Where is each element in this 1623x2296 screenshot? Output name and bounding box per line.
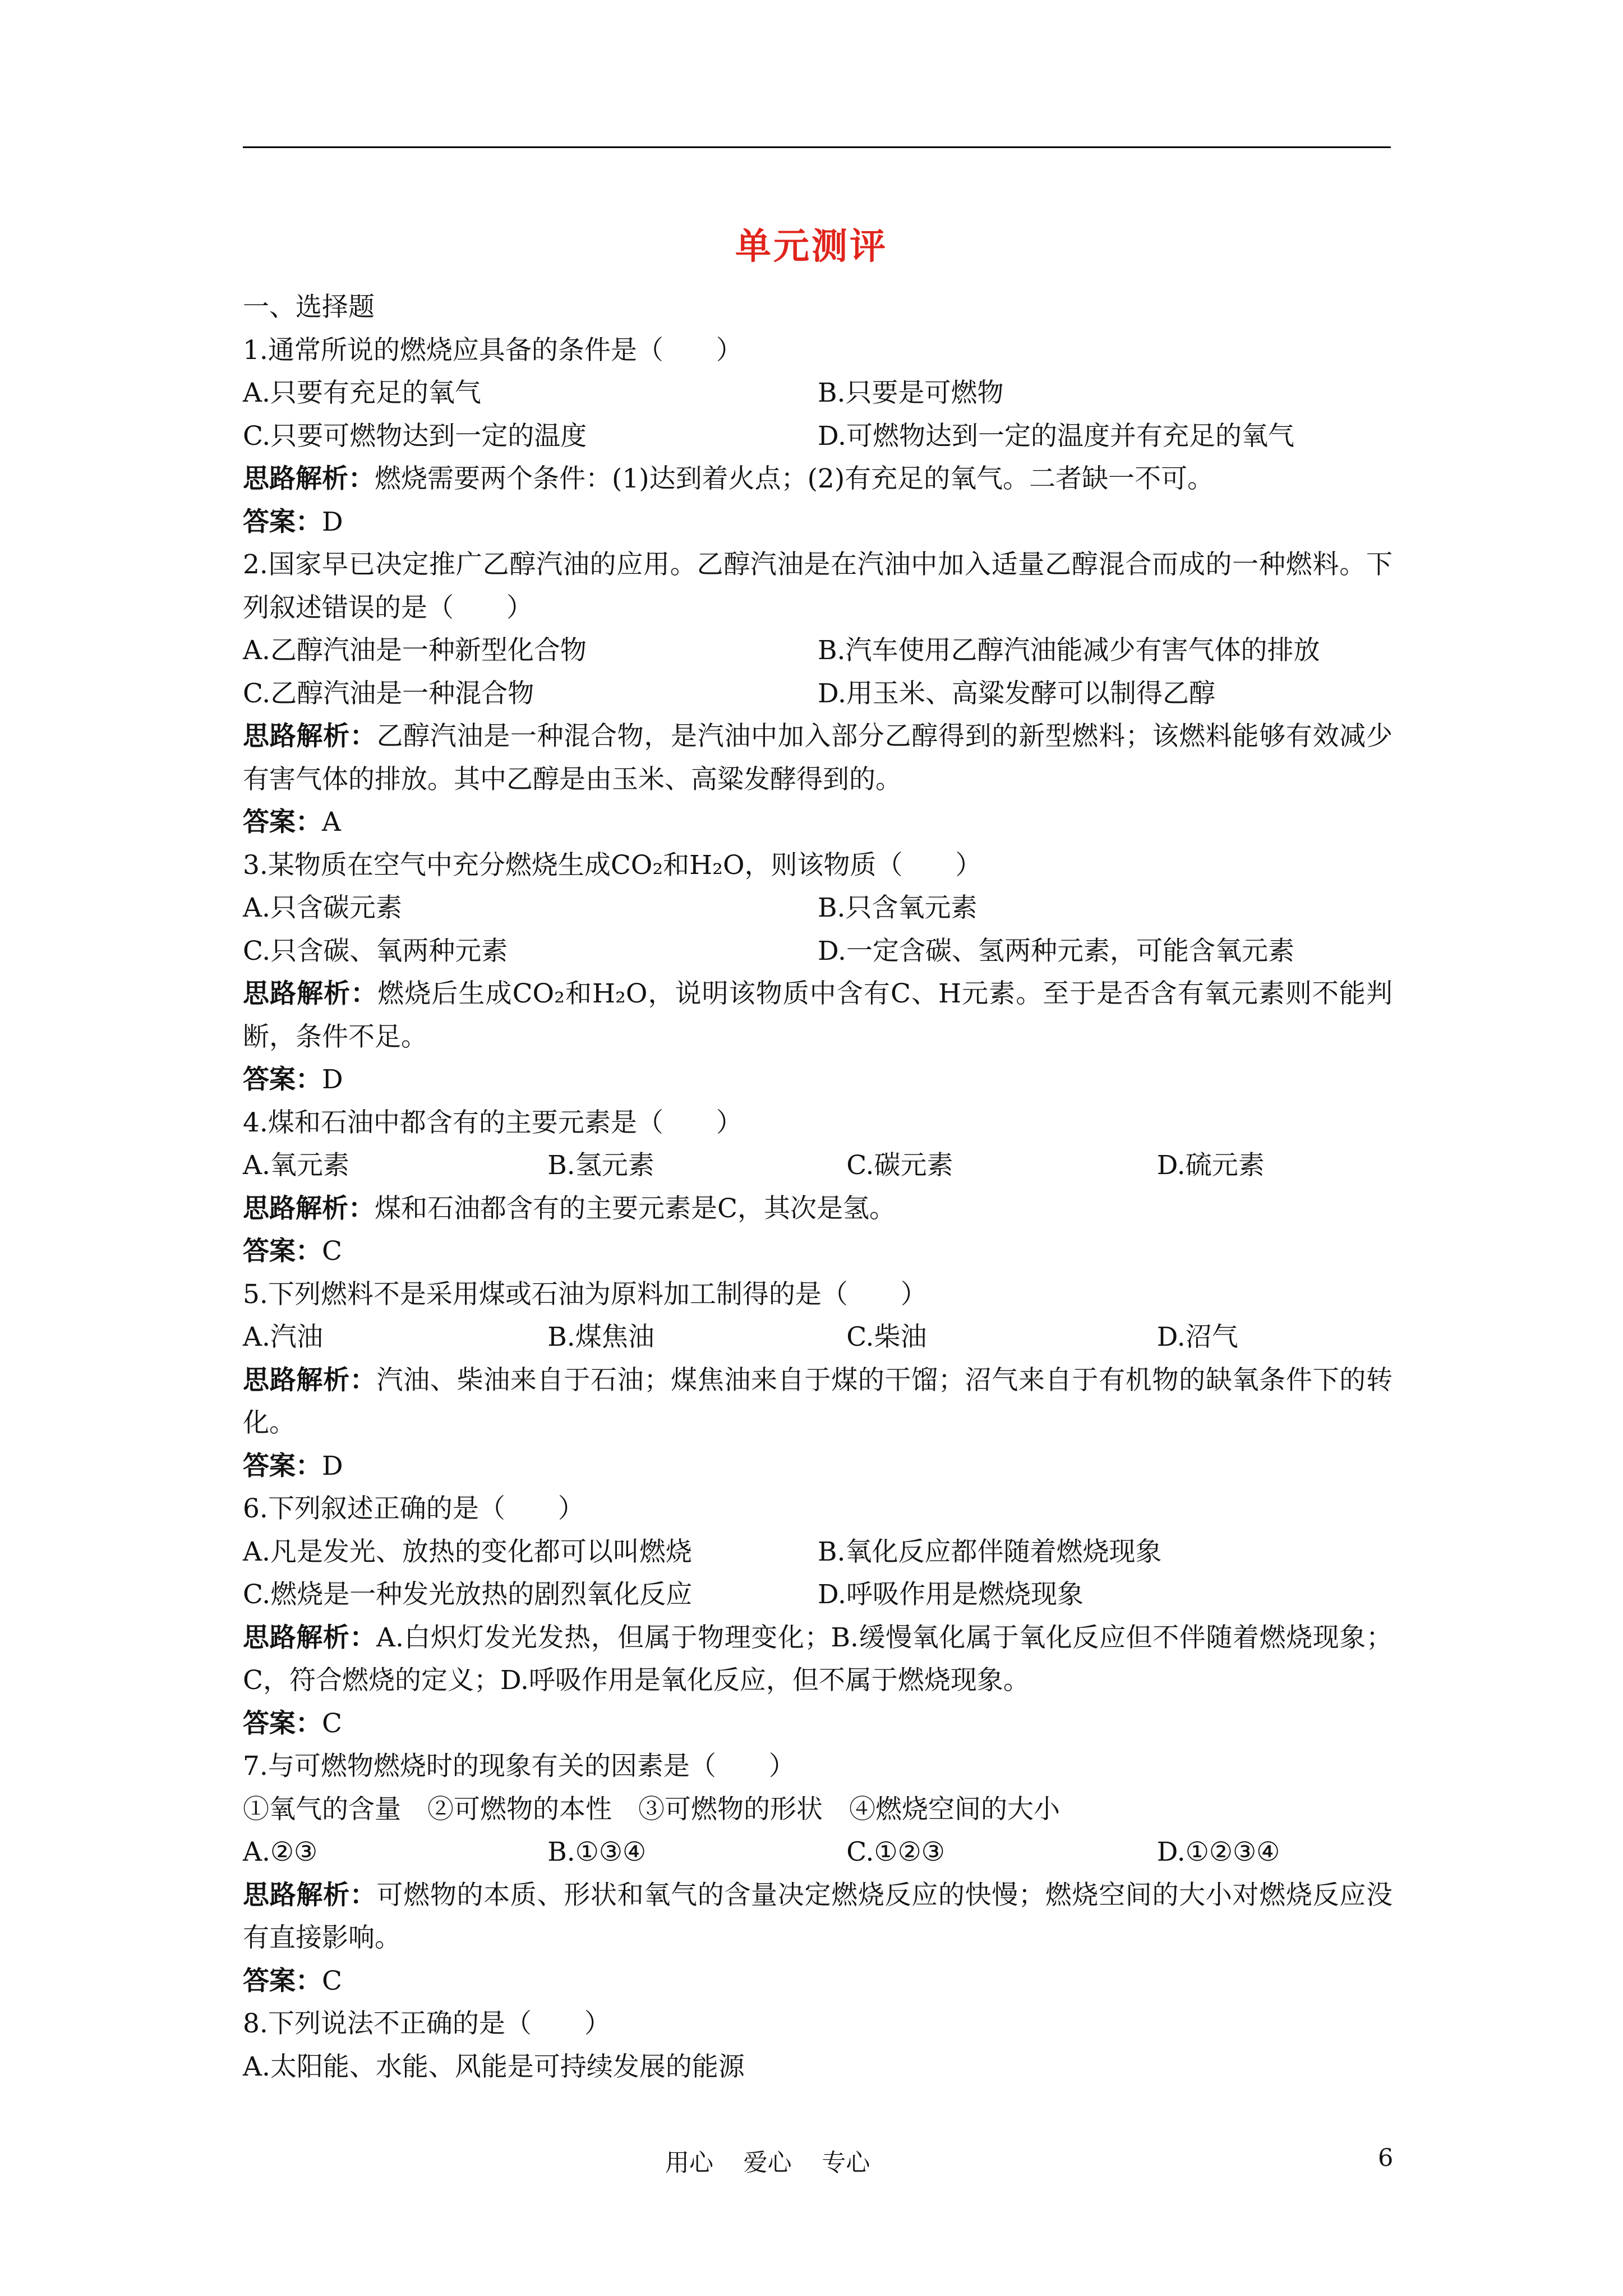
option-row	[243, 372, 1393, 415]
question-stem: 2.国家早已决定推广乙醇汽油的应用。乙醇汽油是在汽油中加入适量乙醇混合而成的一种燃料。下列叙述错误的是（ ）	[243, 549, 1393, 623]
answer-label: 答案：	[243, 807, 322, 838]
option: D.①②③④	[1156, 1837, 1280, 1867]
header-rule	[243, 146, 1391, 148]
analysis-label: 思路解析：	[243, 978, 378, 1009]
question-stem: 4.煤和石油中都含有的主要元素是（ ）	[243, 1107, 743, 1138]
option: B.只含氧元素	[818, 892, 978, 923]
analysis	[243, 1617, 1393, 1703]
analysis	[243, 1188, 1393, 1231]
answer	[243, 1230, 1393, 1273]
analysis-text: 汽油、柴油来自于石油；煤焦油来自于煤的干馏；沼气来自于有机物的缺氧条件下的转化。	[243, 1364, 1393, 1438]
option-row	[243, 673, 1393, 716]
answer	[243, 801, 1393, 844]
option: B.氧化反应都伴随着燃烧现象	[818, 1536, 1162, 1567]
answer	[243, 501, 1393, 544]
analysis-text: 燃烧需要两个条件：(1)达到着火点；(2)有充足的氧气。二者缺一不可。	[375, 463, 1214, 494]
option: A.乙醇汽油是一种新型化合物	[243, 635, 587, 666]
option: B.煤焦油	[547, 1322, 654, 1352]
answer	[243, 1960, 1393, 2003]
analysis-text: 乙醇汽油是一种混合物，是汽油中加入部分乙醇得到的新型燃料；该燃料能够有效减少有害气体的排放。其中乙醇是由玉米、高粱发酵得到的。	[243, 721, 1393, 795]
analysis-label: 思路解析：	[243, 1193, 375, 1224]
answer	[243, 1059, 1393, 1102]
answer-value: D	[322, 506, 343, 537]
option: D.一定含碳、氢两种元素，可能含氧元素	[818, 935, 1294, 967]
option: A.只要有充足的氧气	[243, 378, 481, 408]
question-stem: 7.与可燃物燃烧时的现象有关的因素是（ ）	[243, 1751, 795, 1782]
analysis-text: 燃烧后生成CO₂和H₂O，说明该物质中含有C、H元素。至于是否含有氧元素则不能判断，条件不足。	[243, 978, 1393, 1052]
option: C.柴油	[846, 1322, 927, 1352]
option: D.用玉米、高粱发酵可以制得乙醇	[818, 678, 1215, 709]
answer-value: C	[322, 1965, 342, 1996]
answer-label: 答案：	[243, 506, 322, 537]
option: D.可燃物达到一定的温度并有充足的氧气	[818, 420, 1294, 452]
option: B.只要是可燃物	[818, 378, 1004, 408]
option-row	[243, 629, 1393, 673]
analysis-label: 思路解析：	[243, 1879, 377, 1911]
option: B.①③④	[547, 1837, 647, 1867]
factor-list: ①氧气的含量 ②可燃物的本性 ③可燃物的形状 ④燃烧空间的大小	[243, 1793, 1060, 1825]
answer-label: 答案：	[243, 1236, 322, 1267]
option-row	[243, 1573, 1393, 1617]
option-row	[243, 1316, 1393, 1359]
option: C.只含碳、氧两种元素	[243, 935, 508, 967]
analysis	[243, 1874, 1393, 1960]
analysis-label: 思路解析：	[243, 463, 375, 494]
question-stem: 1.通常所说的燃烧应具备的条件是（ ）	[243, 334, 743, 366]
option: A.氧元素	[243, 1150, 349, 1181]
option: A.只含碳元素	[243, 892, 402, 923]
answer-value: C	[322, 1708, 342, 1739]
option: C.乙醇汽油是一种混合物	[243, 678, 534, 709]
option: A.汽油	[243, 1322, 323, 1352]
option-row	[243, 1144, 1393, 1188]
answer	[243, 1703, 1393, 1746]
analysis-text: A.白炽灯发光发热，但属于物理变化；B.缓慢氧化属于氧化反应但不伴随着燃烧现象；C，符合燃烧的定义；D.呼吸作用是氧化反应，但不属于燃烧现象。	[243, 1622, 1393, 1696]
question-stem: 8.下列说法不正确的是（ ）	[243, 2008, 611, 2039]
analysis-label: 思路解析：	[243, 1622, 377, 1653]
option: C.碳元素	[846, 1150, 953, 1181]
question-stem: 6.下列叙述正确的是（ ）	[243, 1493, 584, 1524]
analysis-text: 煤和石油都含有的主要元素是C，其次是氢。	[375, 1193, 896, 1224]
option-row	[243, 930, 1393, 973]
option-row	[243, 1831, 1393, 1874]
option: D.沼气	[1156, 1322, 1238, 1352]
option: C.只要可燃物达到一定的温度	[243, 420, 587, 452]
option-row	[243, 887, 1393, 930]
option: B.氢元素	[547, 1150, 654, 1181]
page-title: 单元测评	[735, 226, 888, 268]
answer-value: C	[322, 1236, 342, 1267]
question-stem: 5.下列燃料不是采用煤或石油为原料加工制得的是（ ）	[243, 1278, 927, 1310]
option: D.呼吸作用是燃烧现象	[818, 1579, 1083, 1610]
analysis-label: 思路解析：	[243, 721, 377, 752]
page-number: 6	[1378, 2144, 1394, 2172]
option-row	[243, 415, 1393, 458]
document-body	[243, 286, 1393, 2088]
answer-label: 答案：	[243, 1450, 322, 1481]
footer-motto: 用心 爱心 专心	[665, 2149, 870, 2177]
option: A.②③	[243, 1837, 318, 1867]
analysis	[243, 973, 1393, 1059]
answer-value: D	[322, 1064, 343, 1095]
option: D.硫元素	[1156, 1150, 1265, 1181]
question-stem: 3.某物质在空气中充分燃烧生成CO₂和H₂O，则该物质（ ）	[243, 849, 982, 881]
option: A.凡是发光、放热的变化都可以叫燃烧	[243, 1536, 692, 1567]
section-heading: 一、选择题	[243, 292, 375, 323]
option: B.汽车使用乙醇汽油能减少有害气体的排放	[818, 635, 1320, 666]
answer-label: 答案：	[243, 1708, 322, 1739]
answer-value: A	[322, 807, 341, 838]
option: A.太阳能、水能、风能是可持续发展的能源	[243, 2051, 745, 2082]
answer	[243, 1445, 1393, 1488]
option-row	[243, 1531, 1393, 1574]
answer-label: 答案：	[243, 1064, 322, 1095]
analysis	[243, 1359, 1393, 1445]
answer-label: 答案：	[243, 1965, 322, 1996]
analysis-label: 思路解析：	[243, 1364, 377, 1396]
answer-value: D	[322, 1450, 343, 1481]
option: C.燃烧是一种发光放热的剧烈氧化反应	[243, 1579, 693, 1610]
analysis-text: 可燃物的本质、形状和氧气的含量决定燃烧反应的快慢；燃烧空间的大小对燃烧反应没有直接影响。	[243, 1879, 1393, 1953]
option: C.①②③	[846, 1837, 945, 1867]
analysis	[243, 458, 1393, 501]
analysis	[243, 715, 1393, 801]
